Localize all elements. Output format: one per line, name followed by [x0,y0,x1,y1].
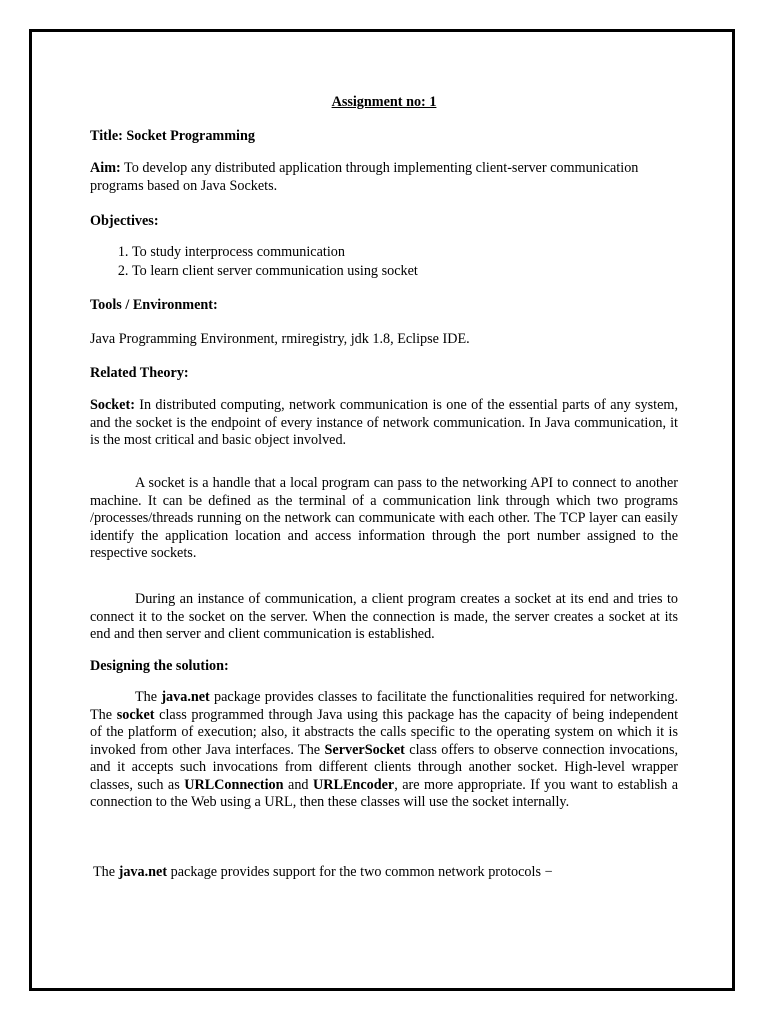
protocols-line [93,863,681,881]
code-term: URLConnection [184,776,284,793]
text-run: The [93,864,116,880]
code-term: URLEncoder [313,776,395,793]
objectives-heading: Objectives: [90,213,159,229]
designing-heading: Designing the solution: [90,658,229,674]
text-run: class programmed through Java using this package has the capacity of being independent of the platform of execution; also, it abstracts the calls specific to the operating system on which it is invoked from other Java interfaces. The [90,706,679,758]
text-run: and [288,776,309,793]
aim-paragraph [90,159,678,195]
title-label: Title: [90,128,123,144]
objective-item: 2. To learn client server communication using socket [132,262,720,281]
text-run: The [135,689,158,705]
aim-label: Aim: [90,160,121,176]
assignment-heading [90,93,678,111]
socket-paragraph [90,397,678,450]
code-term: java.net [161,689,210,705]
title-line [90,127,678,145]
code-term: socket [116,706,155,723]
objectives-list [90,243,720,281]
socket-handle-paragraph: A socket is a handle that a local program can pass to the networking API to connect to another machine. It can be defined as the terminal of a communication link through which two programs /processes/threads running on the network can communicate with each other. The TCP layer can easily identify the application location and access information through the port number assigned to the respective sockets. [90,475,678,561]
code-term: java.net [118,864,168,880]
assignment-number: Assignment no: 1 [331,94,437,110]
text-run: , are more appropriate. If you want to establish a connection to the Web using a URL, then these classes will use the socket internally. [90,776,678,810]
tools-heading: Tools / Environment: [90,297,218,313]
communication-paragraph: During an instance of communication, a client program creates a socket at its end and tries to connect it to the socket on the server. When the connection is made, the server creates a socket at its end and then server and client communication is established. [90,591,678,642]
text-run: package provides classes to facilitate the functionalities required for networking. The [90,689,679,723]
socket-text: In distributed computing, network communication is one of the essential parts of any system, and the socket is the endpoint of every instance of network communication. In Java communication, it is the most critical and basic object involved. [90,397,678,448]
objective-item: 1. To study interprocess communication [132,243,720,262]
code-term: ServerSocket [324,741,405,758]
java-net-paragraph [90,689,678,812]
socket-label: Socket: [90,397,135,413]
text-run: class offers to observe connection invocations, and it accepts such invocations from different clients through another socket. High-level wrapper classes, such as [90,741,679,793]
related-theory-heading: Related Theory: [90,365,189,381]
aim-text: To develop any distributed application through implementing client-server communication programs based on Java Sockets. [90,160,639,194]
tools-text: Java Programming Environment, rmiregistry, jdk 1.8, Eclipse IDE. [90,331,470,347]
title-value: Socket Programming [126,128,255,144]
text-run: package provides support for the two common network protocols − [170,864,553,880]
